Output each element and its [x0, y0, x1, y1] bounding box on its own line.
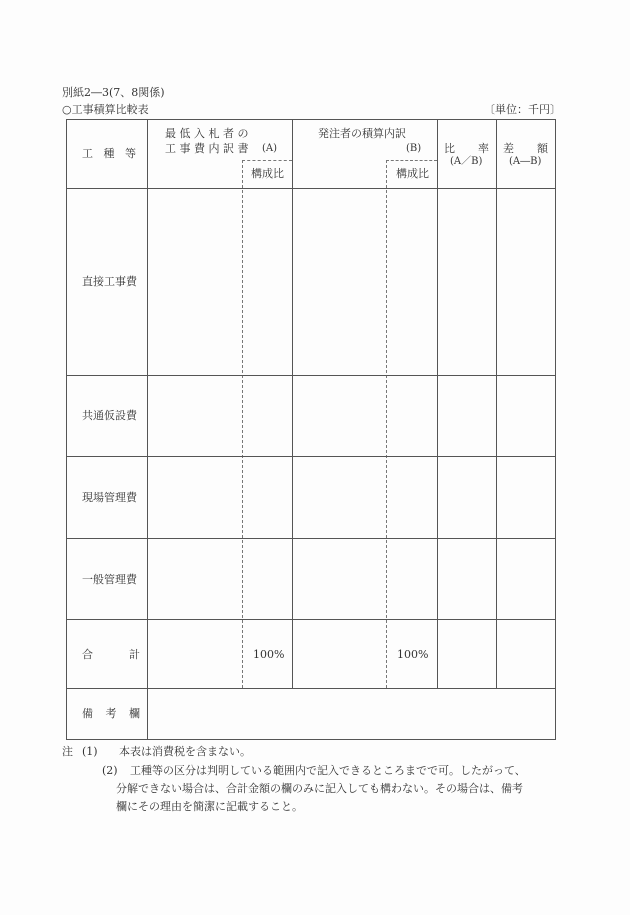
header-bottom-border	[66, 188, 556, 189]
row-divider	[66, 619, 556, 620]
header-orderer-estimate: 発注者の積算内訳	[318, 127, 406, 140]
header-orderer-mark: (B)	[406, 143, 422, 154]
row-divider	[66, 375, 556, 376]
row-divider	[66, 456, 556, 457]
column-divider	[147, 119, 148, 739]
header-composition-ratio-a: 構成比	[251, 167, 284, 180]
row-label-remarks: 備 考 欄	[82, 707, 140, 720]
row-label-direct-construction-cost: 直接工事費	[82, 275, 137, 288]
attachment-label: 別紙2―3(7、8関係)	[62, 86, 165, 99]
note-1-number: (1)	[82, 745, 98, 758]
table-bottom-border	[66, 739, 556, 740]
row-divider	[66, 538, 556, 539]
column-divider	[496, 119, 497, 688]
row-label-site-management-cost: 現場管理費	[82, 491, 137, 504]
composition-divider-a	[242, 160, 243, 688]
header-ratio-formula: (A／B)	[450, 156, 483, 167]
column-divider	[437, 119, 438, 688]
header-difference: 差 額	[503, 142, 548, 155]
total-composition-ratio-a: 100%	[253, 648, 285, 661]
table-left-border	[66, 119, 67, 739]
table-top-border	[66, 119, 556, 120]
row-label-total: 合 計	[82, 648, 140, 661]
row-label-common-temporary-cost: 共通仮設費	[82, 409, 137, 422]
header-work-type: 工 種 等	[82, 147, 136, 160]
header-composition-ratio-b: 構成比	[396, 167, 429, 180]
header-lowest-bidder-mark: (A)	[262, 143, 278, 154]
table-right-border	[555, 119, 556, 739]
column-divider	[292, 119, 293, 688]
notes-prefix: 注	[62, 745, 73, 758]
document-title: ○工事積算比較表	[62, 103, 149, 116]
composition-divider-b	[386, 160, 387, 688]
header-lowest-bidder-line2: 工 事 費 内 訳 書	[165, 142, 249, 155]
header-ratio: 比 率	[444, 142, 489, 155]
note-1-text: 本表は消費税を含まない。	[119, 745, 251, 758]
composition-header-top-a	[242, 160, 292, 161]
note-2-text-line1: 工種等の区分は判明している範囲内で記入できるところまでで可。したがって、	[130, 764, 526, 777]
unit-label: 〔単位：千円〕	[484, 103, 561, 116]
total-composition-ratio-b: 100%	[397, 648, 429, 661]
note-2-number: (2)	[102, 764, 118, 777]
row-label-general-management-cost: 一般管理費	[82, 573, 137, 586]
composition-header-top-b	[386, 160, 437, 161]
header-lowest-bidder-line1: 最 低 入 札 者 の	[165, 127, 249, 140]
header-difference-formula: (A―B)	[509, 156, 542, 167]
row-divider	[66, 688, 556, 689]
note-2-text-line2: 分解できない場合は、合計金額の欄のみに記入しても構わない。その場合は、備考	[116, 782, 523, 795]
note-2-text-line3: 欄にその理由を簡潔に記載すること。	[116, 800, 303, 813]
